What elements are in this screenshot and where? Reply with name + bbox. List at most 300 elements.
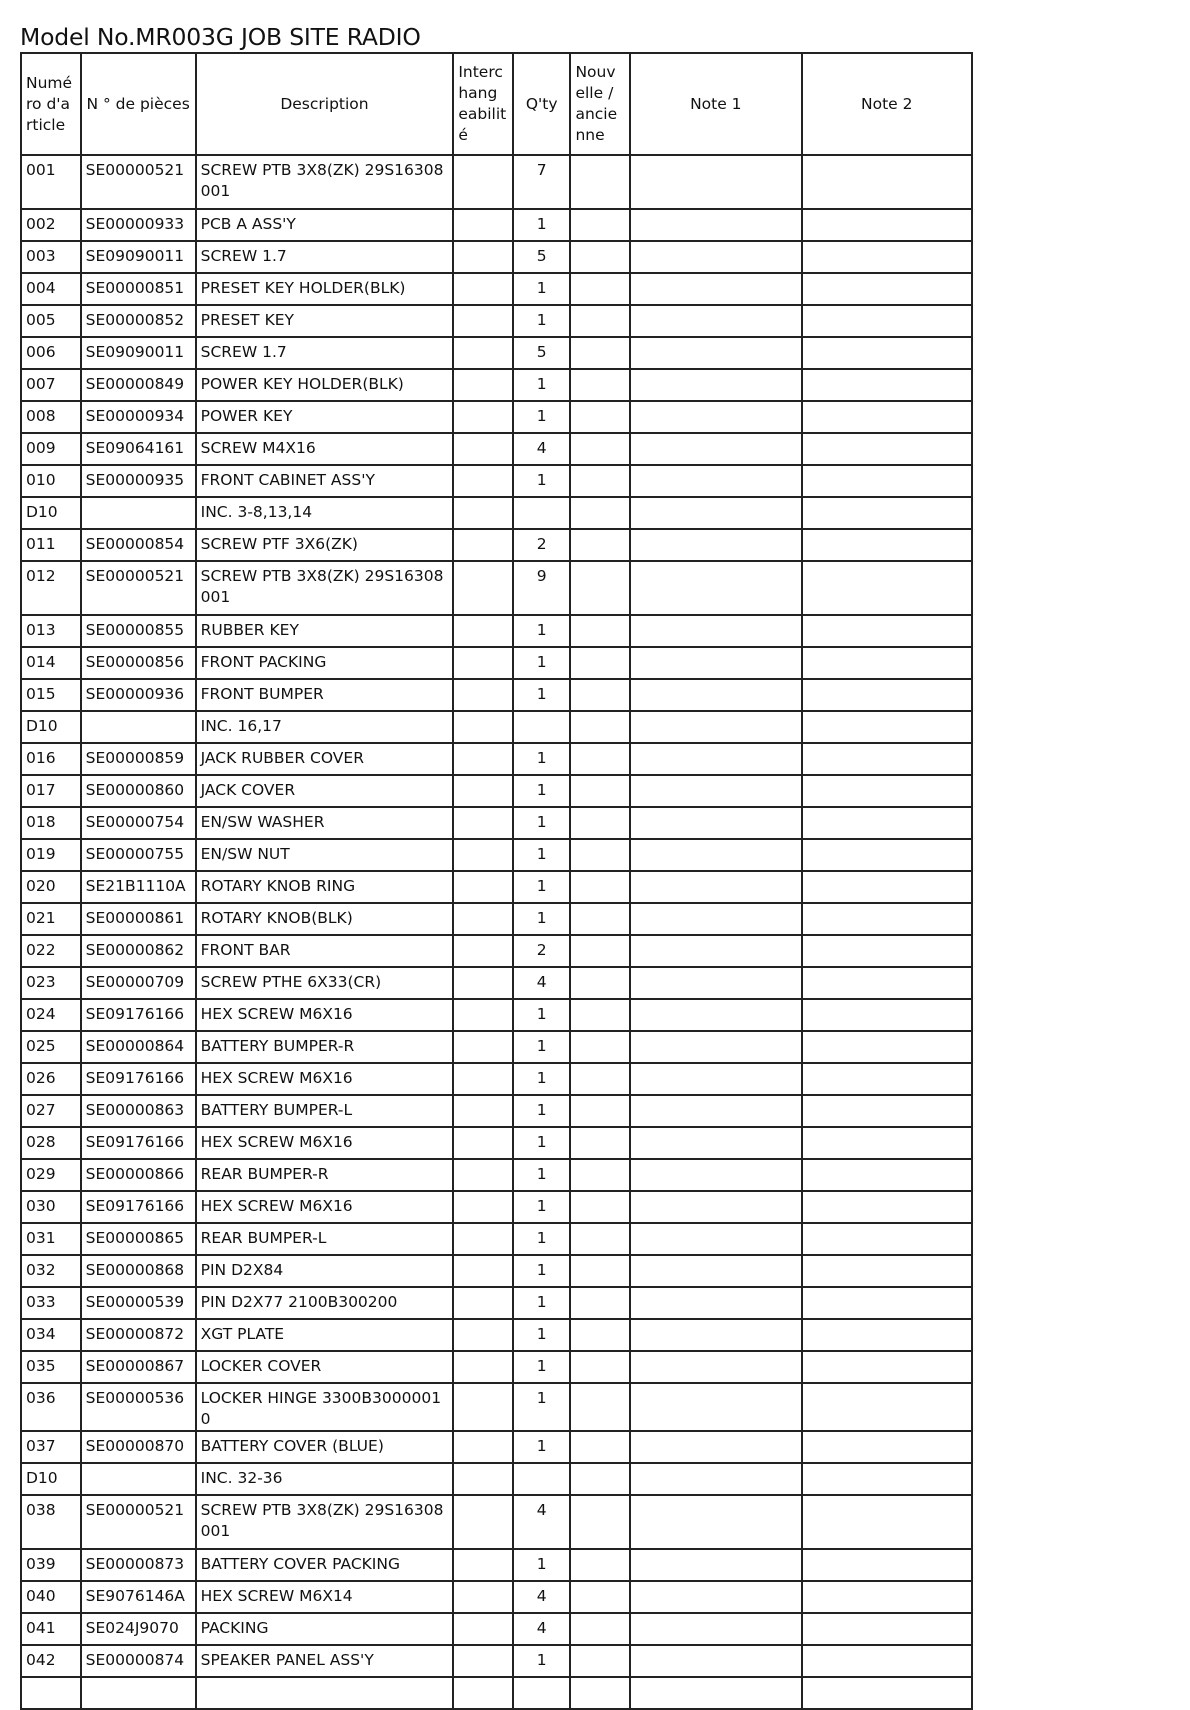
note1-cell (630, 401, 801, 433)
note2-cell (802, 1645, 972, 1677)
description-cell: POWER KEY (196, 401, 454, 433)
note1-cell (630, 497, 801, 529)
description-cell: HEX SCREW M6X14 (196, 1581, 454, 1613)
item-no-cell: 012 (21, 561, 81, 615)
description-cell: JACK COVER (196, 775, 454, 807)
item-no-cell: 020 (21, 871, 81, 903)
table-row (21, 1255, 972, 1287)
note1-cell (630, 615, 801, 647)
table-row (21, 1319, 972, 1351)
note1-cell (630, 305, 801, 337)
note2-cell (802, 1031, 972, 1063)
note1-cell (630, 1319, 801, 1351)
new-old-cell (570, 1127, 630, 1159)
table-header-row (21, 53, 972, 155)
interchangeability-cell (453, 1159, 513, 1191)
new-old-cell (570, 1431, 630, 1463)
item-no-cell: 016 (21, 743, 81, 775)
note2-cell (802, 1127, 972, 1159)
description-cell: PRESET KEY HOLDER(BLK) (196, 273, 454, 305)
item-no-cell: D10 (21, 497, 81, 529)
table-row (21, 1223, 972, 1255)
new-old-cell (570, 1159, 630, 1191)
item-no-cell: 010 (21, 465, 81, 497)
note2-cell (802, 1095, 972, 1127)
description-cell: PCB A ASS'Y (196, 209, 454, 241)
part-no-cell: SE21B1110A (81, 871, 196, 903)
note1-cell (630, 1255, 801, 1287)
description-cell: BATTERY BUMPER-L (196, 1095, 454, 1127)
item-no-cell: 041 (21, 1613, 81, 1645)
interchangeability-cell (453, 1319, 513, 1351)
description-cell: PIN D2X77 2100B300200 (196, 1287, 454, 1319)
note1-cell (630, 433, 801, 465)
new-old-cell (570, 369, 630, 401)
item-no-cell: 023 (21, 967, 81, 999)
note1-cell (630, 1351, 801, 1383)
qty-cell: 1 (513, 209, 571, 241)
table-row (21, 465, 972, 497)
header-description: Description (196, 53, 454, 155)
header-new-old: Nouv elle / ancie nne (570, 53, 630, 155)
qty-cell: 1 (513, 871, 571, 903)
header-item-no: Numé ro d'a rticle (21, 53, 81, 155)
qty-cell: 1 (513, 401, 571, 433)
new-old-cell (570, 1677, 630, 1709)
description-cell: SCREW 1.7 (196, 337, 454, 369)
interchangeability-cell (453, 1223, 513, 1255)
qty-cell: 1 (513, 1031, 571, 1063)
part-no-cell: SE00000852 (81, 305, 196, 337)
note2-cell (802, 305, 972, 337)
interchangeability-cell (453, 561, 513, 615)
description-cell: FRONT BUMPER (196, 679, 454, 711)
qty-cell: 1 (513, 1063, 571, 1095)
note2-cell (802, 711, 972, 743)
parts-table-body (21, 155, 972, 1709)
note1-cell (630, 1581, 801, 1613)
interchangeability-cell (453, 1549, 513, 1581)
interchangeability-cell (453, 647, 513, 679)
new-old-cell (570, 1613, 630, 1645)
interchangeability-cell (453, 935, 513, 967)
qty-cell: 1 (513, 1159, 571, 1191)
note2-cell (802, 1613, 972, 1645)
table-row (21, 1287, 972, 1319)
new-old-cell (570, 465, 630, 497)
part-no-cell: SE00000872 (81, 1319, 196, 1351)
table-row (21, 209, 972, 241)
table-row (21, 1095, 972, 1127)
description-cell: JACK RUBBER COVER (196, 743, 454, 775)
description-cell: LOCKER HINGE 3300B30000010 (196, 1383, 454, 1431)
new-old-cell (570, 1063, 630, 1095)
table-row (21, 679, 972, 711)
note2-cell (802, 743, 972, 775)
description-cell: SCREW PTHE 6X33(CR) (196, 967, 454, 999)
table-row (21, 743, 972, 775)
description-cell: XGT PLATE (196, 1319, 454, 1351)
new-old-cell (570, 273, 630, 305)
description-cell: INC. 3-8,13,14 (196, 497, 454, 529)
note1-cell (630, 337, 801, 369)
item-no-cell: 028 (21, 1127, 81, 1159)
qty-cell: 1 (513, 1127, 571, 1159)
description-cell: BATTERY COVER PACKING (196, 1549, 454, 1581)
part-no-cell: SE00000936 (81, 679, 196, 711)
note1-cell (630, 711, 801, 743)
table-row (21, 1431, 972, 1463)
table-row (21, 1581, 972, 1613)
table-row (21, 369, 972, 401)
qty-cell: 1 (513, 1287, 571, 1319)
header-note2: Note 2 (802, 53, 972, 155)
note2-cell (802, 497, 972, 529)
note2-cell (802, 871, 972, 903)
interchangeability-cell (453, 775, 513, 807)
new-old-cell (570, 529, 630, 561)
table-row (21, 433, 972, 465)
note2-cell (802, 1351, 972, 1383)
note1-cell (630, 903, 801, 935)
note1-cell (630, 1431, 801, 1463)
table-row (21, 241, 972, 273)
interchangeability-cell (453, 241, 513, 273)
part-no-cell: SE00000521 (81, 1495, 196, 1549)
part-no-cell: SE09090011 (81, 241, 196, 273)
new-old-cell (570, 1549, 630, 1581)
qty-cell: 1 (513, 1095, 571, 1127)
table-row (21, 807, 972, 839)
description-cell: RUBBER KEY (196, 615, 454, 647)
note2-cell (802, 1549, 972, 1581)
qty-cell: 1 (513, 305, 571, 337)
table-row (21, 1463, 972, 1495)
page-title: Model No.MR003G JOB SITE RADIO (20, 23, 421, 51)
part-no-cell: SE00000536 (81, 1383, 196, 1431)
part-no-cell: SE00000862 (81, 935, 196, 967)
header-interchangeability: Interc hang eabilit é (453, 53, 513, 155)
note2-cell (802, 1191, 972, 1223)
note1-cell (630, 679, 801, 711)
table-row (21, 1495, 972, 1549)
note2-cell (802, 903, 972, 935)
part-no-cell: SE09176166 (81, 1063, 196, 1095)
qty-cell: 1 (513, 743, 571, 775)
table-row (21, 967, 972, 999)
table-row (21, 839, 972, 871)
new-old-cell (570, 1351, 630, 1383)
interchangeability-cell (453, 1645, 513, 1677)
note1-cell (630, 1031, 801, 1063)
description-cell: BATTERY BUMPER-R (196, 1031, 454, 1063)
note2-cell (802, 839, 972, 871)
note1-cell (630, 1063, 801, 1095)
part-no-cell: SE00000868 (81, 1255, 196, 1287)
part-no-cell: SE00000521 (81, 561, 196, 615)
description-cell: SCREW M4X16 (196, 433, 454, 465)
description-cell: SCREW PTB 3X8(ZK) 29S16308001 (196, 155, 454, 209)
qty-cell: 1 (513, 1223, 571, 1255)
qty-cell: 1 (513, 1431, 571, 1463)
new-old-cell (570, 497, 630, 529)
interchangeability-cell (453, 903, 513, 935)
table-row (21, 401, 972, 433)
table-row (21, 711, 972, 743)
qty-cell: 1 (513, 273, 571, 305)
qty-cell: 1 (513, 1319, 571, 1351)
new-old-cell (570, 1319, 630, 1351)
interchangeability-cell (453, 209, 513, 241)
note1-cell (630, 967, 801, 999)
table-row (21, 1383, 972, 1431)
new-old-cell (570, 839, 630, 871)
qty-cell: 1 (513, 1351, 571, 1383)
description-cell: BATTERY COVER (BLUE) (196, 1431, 454, 1463)
description-cell: PRESET KEY (196, 305, 454, 337)
new-old-cell (570, 305, 630, 337)
table-row (21, 615, 972, 647)
note2-cell (802, 935, 972, 967)
item-no-cell: 002 (21, 209, 81, 241)
part-no-cell (81, 1463, 196, 1495)
table-row (21, 775, 972, 807)
note2-cell (802, 999, 972, 1031)
item-no-cell: 014 (21, 647, 81, 679)
note2-cell (802, 529, 972, 561)
table-row (21, 1191, 972, 1223)
part-no-cell (81, 1677, 196, 1709)
new-old-cell (570, 155, 630, 209)
note1-cell (630, 1645, 801, 1677)
table-row (21, 1677, 972, 1709)
note1-cell (630, 743, 801, 775)
note2-cell (802, 967, 972, 999)
part-no-cell: SE9076146A (81, 1581, 196, 1613)
item-no-cell: 033 (21, 1287, 81, 1319)
part-no-cell: SE00000873 (81, 1549, 196, 1581)
note1-cell (630, 1095, 801, 1127)
interchangeability-cell (453, 1677, 513, 1709)
qty-cell: 1 (513, 807, 571, 839)
qty-cell: 1 (513, 369, 571, 401)
new-old-cell (570, 1095, 630, 1127)
interchangeability-cell (453, 1351, 513, 1383)
item-no-cell: 013 (21, 615, 81, 647)
description-cell: FRONT BAR (196, 935, 454, 967)
note1-cell (630, 369, 801, 401)
note2-cell (802, 1677, 972, 1709)
item-no-cell: 026 (21, 1063, 81, 1095)
description-cell: POWER KEY HOLDER(BLK) (196, 369, 454, 401)
part-no-cell: SE09090011 (81, 337, 196, 369)
note2-cell (802, 401, 972, 433)
new-old-cell (570, 401, 630, 433)
new-old-cell (570, 775, 630, 807)
part-no-cell: SE00000865 (81, 1223, 196, 1255)
note2-cell (802, 1463, 972, 1495)
interchangeability-cell (453, 1495, 513, 1549)
part-no-cell: SE00000859 (81, 743, 196, 775)
item-no-cell: 035 (21, 1351, 81, 1383)
interchangeability-cell (453, 529, 513, 561)
item-no-cell: 005 (21, 305, 81, 337)
interchangeability-cell (453, 967, 513, 999)
note1-cell (630, 529, 801, 561)
qty-cell (513, 711, 571, 743)
part-no-cell: SE00000860 (81, 775, 196, 807)
new-old-cell (570, 1191, 630, 1223)
interchangeability-cell (453, 743, 513, 775)
table-row (21, 337, 972, 369)
new-old-cell (570, 561, 630, 615)
interchangeability-cell (453, 1613, 513, 1645)
note2-cell (802, 1159, 972, 1191)
item-no-cell: D10 (21, 1463, 81, 1495)
new-old-cell (570, 679, 630, 711)
new-old-cell (570, 1645, 630, 1677)
part-no-cell: SE00000855 (81, 615, 196, 647)
note2-cell (802, 1223, 972, 1255)
item-no-cell: 011 (21, 529, 81, 561)
part-no-cell (81, 711, 196, 743)
note2-cell (802, 1255, 972, 1287)
part-no-cell: SE00000849 (81, 369, 196, 401)
description-cell: LOCKER COVER (196, 1351, 454, 1383)
interchangeability-cell (453, 615, 513, 647)
qty-cell: 2 (513, 935, 571, 967)
note2-cell (802, 241, 972, 273)
qty-cell: 1 (513, 903, 571, 935)
table-row (21, 1613, 972, 1645)
item-no-cell (21, 1677, 81, 1709)
interchangeability-cell (453, 679, 513, 711)
note2-cell (802, 369, 972, 401)
interchangeability-cell (453, 305, 513, 337)
interchangeability-cell (453, 1255, 513, 1287)
interchangeability-cell (453, 465, 513, 497)
note1-cell (630, 561, 801, 615)
part-no-cell: SE00000709 (81, 967, 196, 999)
note1-cell (630, 1191, 801, 1223)
interchangeability-cell (453, 337, 513, 369)
note2-cell (802, 1063, 972, 1095)
qty-cell: 4 (513, 967, 571, 999)
interchangeability-cell (453, 273, 513, 305)
description-cell: SCREW PTB 3X8(ZK) 29S16308001 (196, 1495, 454, 1549)
note1-cell (630, 1159, 801, 1191)
item-no-cell: 019 (21, 839, 81, 871)
table-row (21, 903, 972, 935)
item-no-cell: 029 (21, 1159, 81, 1191)
note1-cell (630, 465, 801, 497)
interchangeability-cell (453, 839, 513, 871)
item-no-cell: D10 (21, 711, 81, 743)
interchangeability-cell (453, 999, 513, 1031)
note2-cell (802, 1581, 972, 1613)
interchangeability-cell (453, 1031, 513, 1063)
item-no-cell: 042 (21, 1645, 81, 1677)
table-row (21, 529, 972, 561)
new-old-cell (570, 807, 630, 839)
part-no-cell: SE00000863 (81, 1095, 196, 1127)
description-cell: SCREW PTB 3X8(ZK) 29S16308001 (196, 561, 454, 615)
item-no-cell: 015 (21, 679, 81, 711)
note2-cell (802, 1383, 972, 1431)
header-note1: Note 1 (630, 53, 801, 155)
interchangeability-cell (453, 711, 513, 743)
qty-cell: 1 (513, 465, 571, 497)
note1-cell (630, 209, 801, 241)
item-no-cell: 039 (21, 1549, 81, 1581)
note2-cell (802, 209, 972, 241)
description-cell: EN/SW WASHER (196, 807, 454, 839)
qty-cell: 1 (513, 1255, 571, 1287)
note2-cell (802, 1319, 972, 1351)
item-no-cell: 024 (21, 999, 81, 1031)
table-row (21, 871, 972, 903)
note2-cell (802, 615, 972, 647)
note1-cell (630, 1549, 801, 1581)
description-cell: PACKING (196, 1613, 454, 1645)
note1-cell (630, 775, 801, 807)
qty-cell (513, 497, 571, 529)
table-row (21, 497, 972, 529)
table-row (21, 305, 972, 337)
note1-cell (630, 1613, 801, 1645)
item-no-cell: 008 (21, 401, 81, 433)
parts-table (20, 52, 973, 1710)
note2-cell (802, 1431, 972, 1463)
item-no-cell: 009 (21, 433, 81, 465)
note1-cell (630, 839, 801, 871)
note2-cell (802, 273, 972, 305)
qty-cell (513, 1463, 571, 1495)
table-row (21, 1063, 972, 1095)
part-no-cell: SE09176166 (81, 1191, 196, 1223)
description-cell: REAR BUMPER-R (196, 1159, 454, 1191)
description-cell: HEX SCREW M6X16 (196, 1191, 454, 1223)
description-cell: HEX SCREW M6X16 (196, 999, 454, 1031)
interchangeability-cell (453, 1431, 513, 1463)
note2-cell (802, 337, 972, 369)
table-row (21, 155, 972, 209)
qty-cell: 1 (513, 647, 571, 679)
part-no-cell: SE00000861 (81, 903, 196, 935)
new-old-cell (570, 1463, 630, 1495)
new-old-cell (570, 615, 630, 647)
new-old-cell (570, 1383, 630, 1431)
item-no-cell: 003 (21, 241, 81, 273)
new-old-cell (570, 935, 630, 967)
qty-cell: 1 (513, 775, 571, 807)
qty-cell: 7 (513, 155, 571, 209)
note2-cell (802, 155, 972, 209)
note1-cell (630, 1127, 801, 1159)
note1-cell (630, 1223, 801, 1255)
item-no-cell: 004 (21, 273, 81, 305)
part-no-cell: SE00000755 (81, 839, 196, 871)
new-old-cell (570, 967, 630, 999)
new-old-cell (570, 241, 630, 273)
note1-cell (630, 1495, 801, 1549)
note1-cell (630, 1383, 801, 1431)
note1-cell (630, 935, 801, 967)
part-no-cell: SE00000851 (81, 273, 196, 305)
part-no-cell: SE00000933 (81, 209, 196, 241)
item-no-cell: 032 (21, 1255, 81, 1287)
qty-cell: 4 (513, 1495, 571, 1549)
